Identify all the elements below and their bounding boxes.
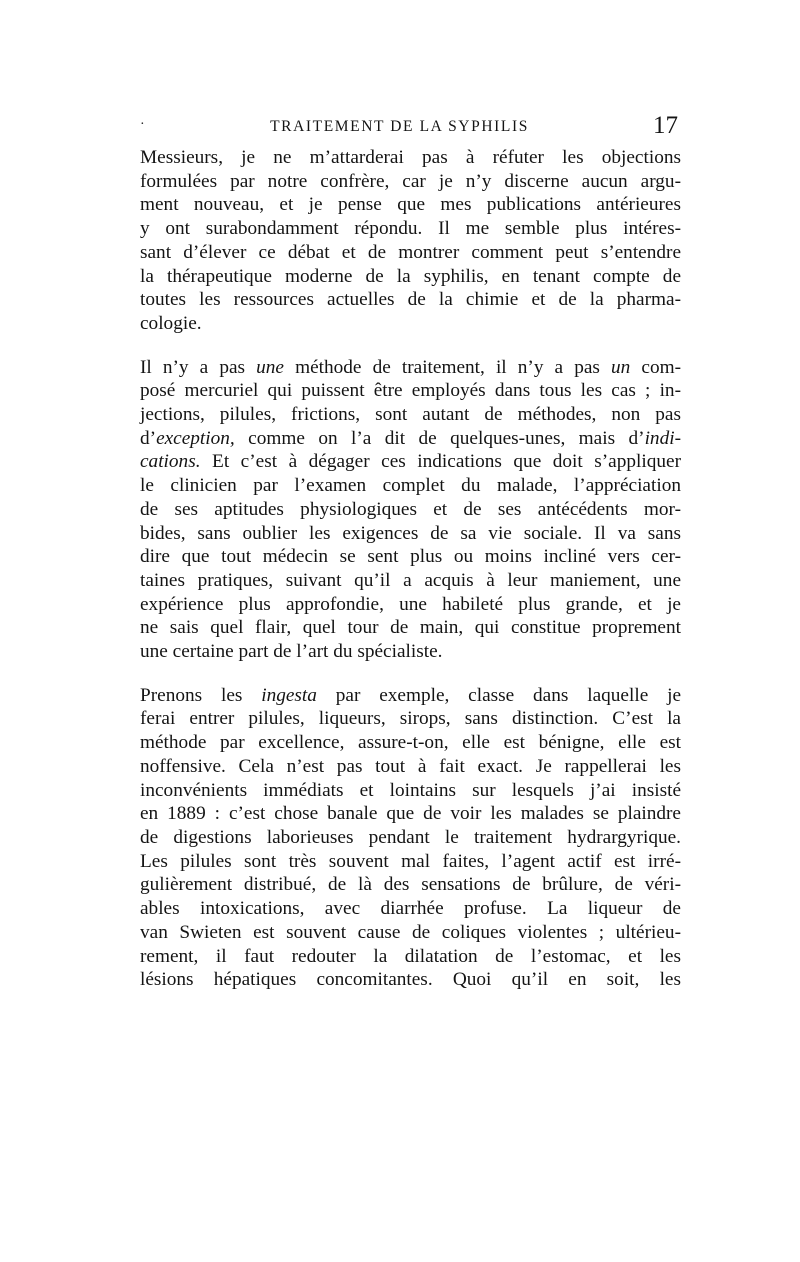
italic-run: une (256, 356, 284, 378)
text-run: Il n’y a pas (140, 356, 257, 378)
text-line: une certaine part de l’art du spécialiste. (140, 641, 443, 663)
text-line: le clinicien par l’examen complet du malade, l’appréciation (140, 475, 681, 497)
page-number: 17 (653, 112, 678, 139)
text-line: Messieurs, je ne m’attarderai pas à réfuter les objections (140, 147, 681, 168)
text-line: formulées par notre confrère, car je n’y discerne aucun argu- (140, 170, 681, 192)
text-line: y ont surabondamment répondu. Il me semble plus intéres- (140, 218, 681, 240)
text-line: rement, il faut redouter la dilatation de l’estomac, et les (140, 945, 681, 967)
text-line (118, 427, 681, 451)
running-title: TRAITEMENT DE LA SYPHILIS (270, 118, 529, 135)
text-line: Les pilules sont très souvent mal faites, l’agent actif est irré- (140, 850, 681, 872)
text-line: bides, sans oublier les exigences de sa vie sociale. Il va sans (140, 522, 681, 544)
text-line: van Swieten est souvent cause de coliques violentes ; ultérieu- (140, 921, 681, 943)
text-run: Et c’est à dégager ces indications que doit s’appliquer (200, 451, 681, 473)
text-run: comme on l’a dit de quelques-unes, mais d’ (234, 427, 645, 449)
text-run: par exemple, classe dans laquelle je (316, 684, 681, 706)
italic-run: exception, (156, 427, 235, 449)
text-line: gulièrement distribué, de là des sensations de brûlure, de véri- (140, 874, 681, 896)
text-run: Prenons les (140, 684, 262, 706)
text-line (118, 356, 681, 380)
paragraph-1 (118, 146, 681, 336)
text-run: d’ (140, 427, 157, 449)
text-line: expérience plus approfondie, une habileté plus grande, et je (140, 593, 681, 615)
text-line: ables intoxications, avec diarrhée profuse. La liqueur de (140, 898, 681, 920)
text-line: dire que tout médecin se sent plus ou moins incliné vers cer- (140, 546, 681, 568)
italic-run: un (611, 356, 631, 378)
text-line: la thérapeutique moderne de la syphilis, en tenant compte de (140, 265, 681, 287)
header-dot: · (140, 117, 145, 132)
italic-run: ingesta (261, 684, 317, 706)
text-line: inconvénients immédiats et lointains sur lesquels j’ai insisté (140, 779, 681, 801)
text-line: lésions hépatiques concomitantes. Quoi qu’il en soit, les (140, 969, 681, 991)
running-head (118, 112, 681, 146)
text-line: en 1889 : c’est chose banale que de voir les malades se plaindre (140, 803, 681, 825)
text-line: jections, pilules, frictions, sont autant de méthodes, non pas (140, 404, 681, 426)
text-line: posé mercuriel qui puissent être employés dans tous les cas ; in- (140, 380, 681, 402)
text-line: taines pratiques, suivant qu’il a acquis à leur maniement, une (140, 569, 681, 591)
text-run: méthode de traitement, il n’y a pas (283, 356, 612, 378)
text-line: de ses aptitudes physiologiques et de ses antécédents mor- (140, 498, 681, 520)
text-run: com- (630, 356, 682, 378)
text-line: ferai entrer pilules, liqueurs, sirops, sans distinction. C’est la (140, 708, 681, 730)
text-line: de digestions laborieuses pendant le traitement hydrargyrique. (140, 826, 681, 848)
text-line: cologie. (140, 312, 202, 334)
italic-run: cations. (140, 451, 201, 473)
italic-run: indi- (644, 427, 681, 449)
text-line: sant d’élever ce débat et de montrer comment peut s’entendre (140, 241, 681, 263)
text-line: toutes les ressources actuelles de la chimie et de la pharma- (140, 289, 681, 311)
text-line (118, 684, 681, 708)
paragraph-3 (118, 684, 681, 992)
paragraph-2 (118, 356, 681, 664)
text-line (118, 450, 681, 474)
book-page (118, 112, 681, 992)
text-line: méthode par excellence, assure-t-on, elle est bénigne, elle est (140, 732, 681, 754)
text-line: ment nouveau, et je pense que mes publications antérieures (140, 194, 681, 216)
text-line: noffensive. Cela n’est pas tout à fait exact. Je rappellerai les (140, 755, 681, 777)
text-line: ne sais quel flair, quel tour de main, qui constitue proprement (140, 617, 681, 639)
